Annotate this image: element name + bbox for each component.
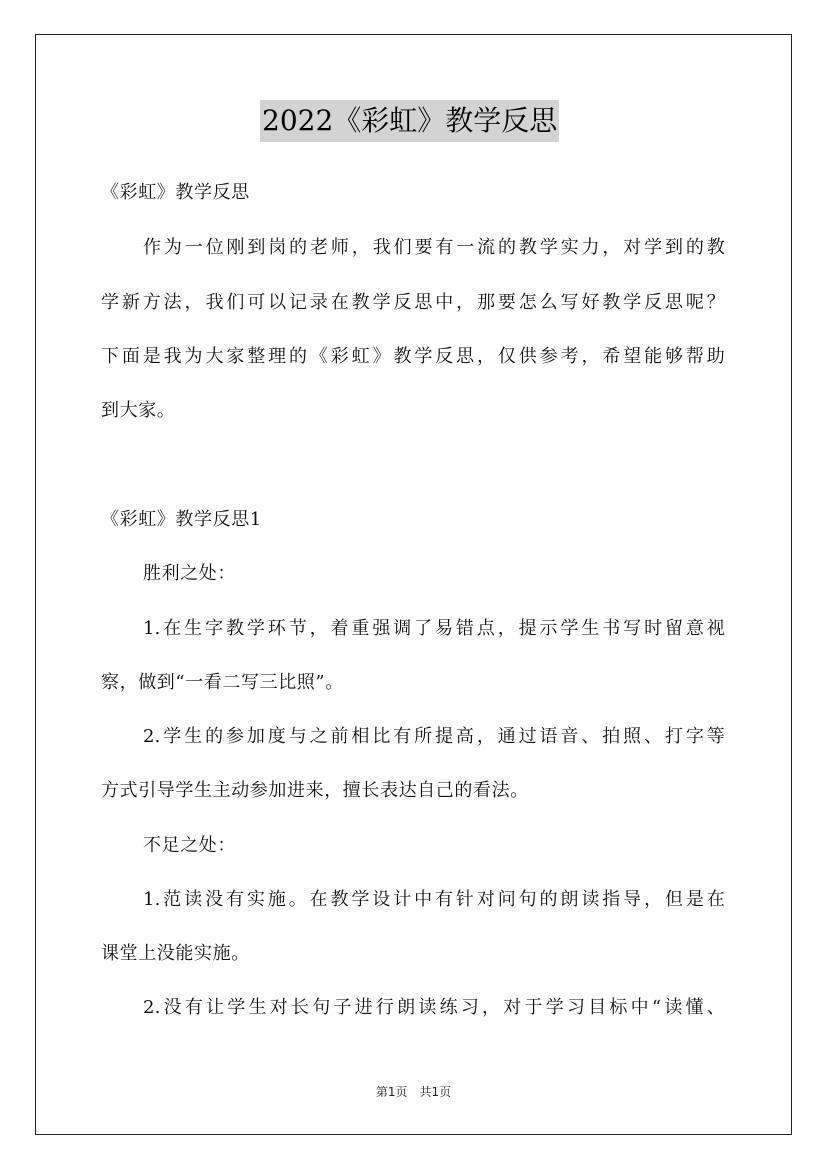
paragraph-line: 下面是我为大家整理的《彩虹》教学反思，仅供参考，希望能够帮助 xyxy=(101,346,725,367)
page-number-footer: 第1页 共1页 xyxy=(375,1085,452,1099)
subheading: 不足之处： xyxy=(143,835,236,856)
paragraph-line: 1.在生字教学环节，着重强调了易错点，提示学生书写时留意视 xyxy=(143,618,725,639)
subheading: 胜利之处： xyxy=(143,563,236,584)
paragraph-line: 到大家。 xyxy=(101,400,176,421)
paragraph-line: 2.学生的参加度与之前相比有所提高，通过语音、拍照、打字等 xyxy=(143,726,725,747)
paragraph-line: 作为一位刚到岗的老师，我们要有一流的教学实力，对学到的教 xyxy=(143,237,725,258)
paragraph-line: 方式引导学生主动参加进来，擅长表达自己的看法。 xyxy=(101,780,529,801)
paragraph-line: 课堂上没能实施。 xyxy=(101,943,250,964)
document-title: 2022《彩虹》教学反思 xyxy=(260,100,559,142)
section-heading: 《彩虹》教学反思1 xyxy=(101,509,262,530)
paragraph-line: 学新方法，我们可以记录在教学反思中，那要怎么写好教学反思呢？ xyxy=(101,292,725,313)
paragraph-line: 察，做到“一看二写三比照”。 xyxy=(101,672,344,693)
section-heading: 《彩虹》教学反思 xyxy=(101,182,250,203)
paragraph-line: 2.没有让学生对长句子进行朗读练习，对于学习目标中“读懂、 xyxy=(143,997,725,1018)
paragraph-line: 1.范读没有实施。在教学设计中有针对问句的朗读指导，但是在 xyxy=(143,889,725,910)
